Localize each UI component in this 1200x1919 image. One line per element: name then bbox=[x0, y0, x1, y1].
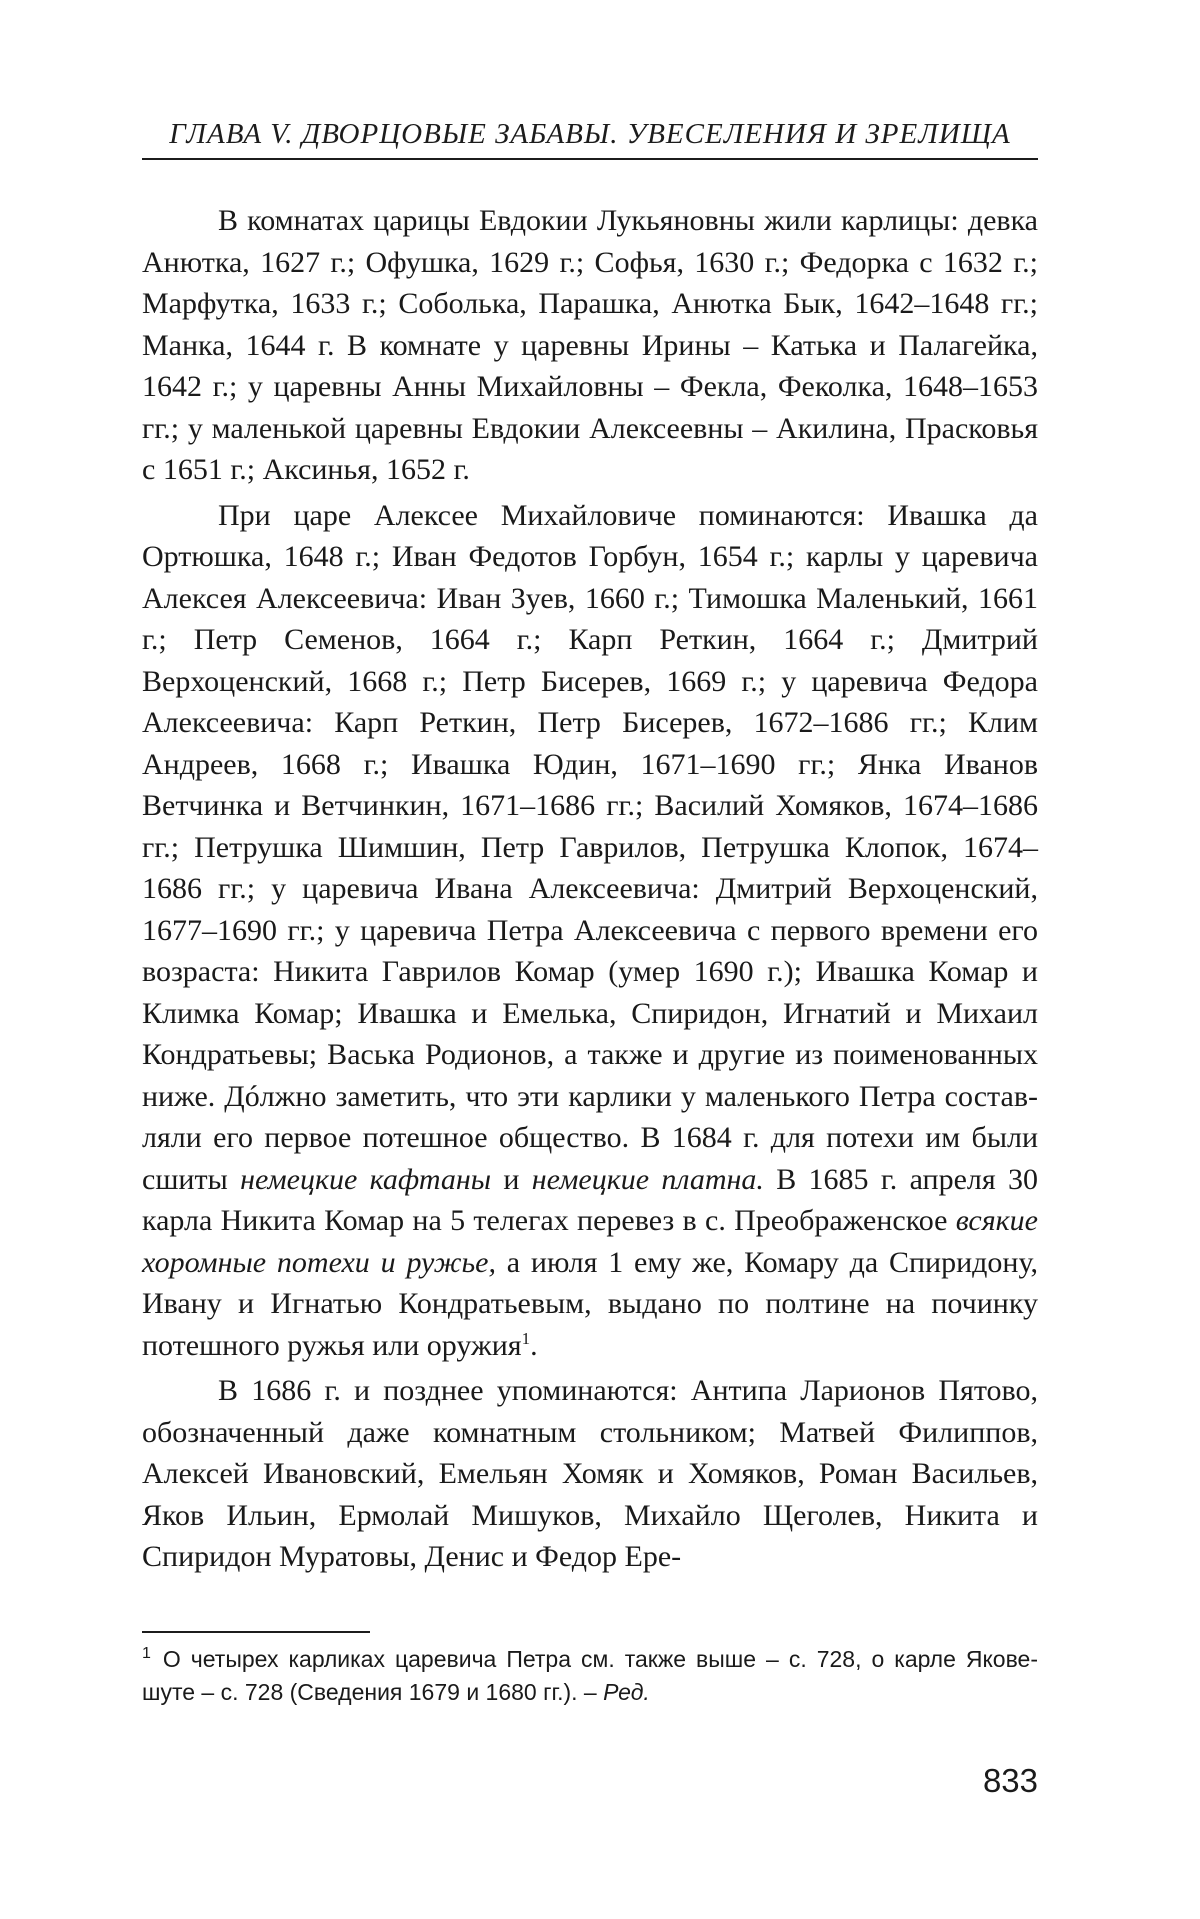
text-run: а июля 1 ему же, Комару да Спиридону, Ивану и Игнатью Кондратьевым, выдано по полтине на починку потешного ружья или оружия bbox=[142, 1245, 1038, 1362]
paragraph bbox=[142, 1370, 1038, 1578]
page-number: 833 bbox=[982, 1762, 1038, 1799]
text-run: В комнатах царицы Евдокии Лукьяновны жили карлицы: девка Анютка, 1627 г.; Офушка, 1629 г.; Софья, 1630 г.; Федорка с 1632 г.; Марфутка, 1633 г.; Соболька, Парашка, Анютка Бык, 1642–1648 гг.; Манка, 1644 г. В комнате у царевны Ирины – Катька и Палагейка, 1642 г.; у царевны Анны Михайловны – Фекла, Феколка, 1648–1653 гг.; у маленькой царевны Евдокии Алексеевны – Акилина, Прасковья с 1651 г.; Аксинья, 1652 г. bbox=[142, 204, 1038, 486]
paragraph bbox=[142, 495, 1038, 1367]
italic-phrase: всякие хоромные потехи и ружье, bbox=[142, 1204, 1038, 1279]
text-run: . bbox=[530, 1328, 538, 1362]
footnote-ref: 1 bbox=[521, 1328, 531, 1348]
footnote bbox=[142, 1643, 1038, 1709]
main-text bbox=[142, 200, 1038, 1578]
italic-phrase: немецкие платна. bbox=[531, 1162, 764, 1196]
footnote-text bbox=[142, 1646, 1038, 1705]
running-head: ГЛАВА V. ДВОРЦОВЫЕ ЗАБАВЫ. УВЕСЕЛЕНИЯ И ЗРЕЛИЩА bbox=[169, 118, 1011, 150]
text-run: В 1685 г. апреля 30 карла Никита Комар на 5 телегах перевез в с. Преображенское bbox=[142, 1162, 1038, 1237]
italic-phrase: Ред. bbox=[603, 1679, 650, 1705]
footnote-number: 1 bbox=[142, 1645, 151, 1663]
text-run: При царе Алексее Михайловиче поминаются: Ивашка да Ортюшка, 1648 г.; Иван Федотов Горбун, 1654 г.; карлы у царевича Алексея Алексеевича: Иван Зуев, 1660 г.; Тимошка Маленький, 1661 г.; Петр Семенов, 1664 г.; Карп Реткин, 1664 г.; Дмитрий Верхоценский, 1668 г.; Петр Бисерев, 1669 г.; у царевича Федора Алексеевича: Карп Реткин, Петр Бисерев, 1672–1686 гг.; Клим Андреев, 1668 г.; Ивашка Юдин, 1671–1690 гг.; Янка Иванов Ветчинка и Ветчинкин, 1671–1686 гг.; Василий Хомяков, 1674–1686 гг.; Петрушка Шимшин, Петр Гаврилов, Петрушка Клопок, 1674–1686 гг.; у царевича Ивана Алексеевича: Дмитрий Верхоценский, 1677–1690 гг.; у царевича Петра Алексеевича с первого времени его возраста: Никита Гаврилов Комар (умер 1690 г.); Ивашка Комар и Климка Комар; Ивашка и Емелька, Спиридон, Игнатий и Михаил Кондратьевы; Васька Родионов, а также и другие из поименованных ниже. Дóлжно заметить, что эти карлики у маленького Петра составляли его первое потешное общество. В 1684 г. для потехи им были сшиты bbox=[142, 498, 1038, 1196]
text-run: и bbox=[491, 1162, 532, 1196]
header-rule bbox=[142, 158, 1038, 160]
footnote-rule bbox=[142, 1631, 370, 1633]
paragraph bbox=[142, 200, 1038, 491]
text-run: О четырех карликах царевича Петра см. также выше – с. 728, о карле Якове-шуте – с. 728 (Сведения 1679 и 1680 гг.). – bbox=[142, 1646, 1038, 1705]
text-run: В 1686 г. и позднее упоминаются: Антипа Ларионов Пятово, обозначенный даже комнатным стольником; Матвей Филиппов, Алексей Ивановский, Емельян Хомяк и Хомяков, Роман Васильев, Яков Ильин, Ермолай Мишуков, Михайло Щеголев, Никита и Спиридон Муратовы, Денис и Федор Ере- bbox=[142, 1374, 1038, 1573]
italic-phrase: немецкие кафтаны bbox=[240, 1162, 492, 1196]
